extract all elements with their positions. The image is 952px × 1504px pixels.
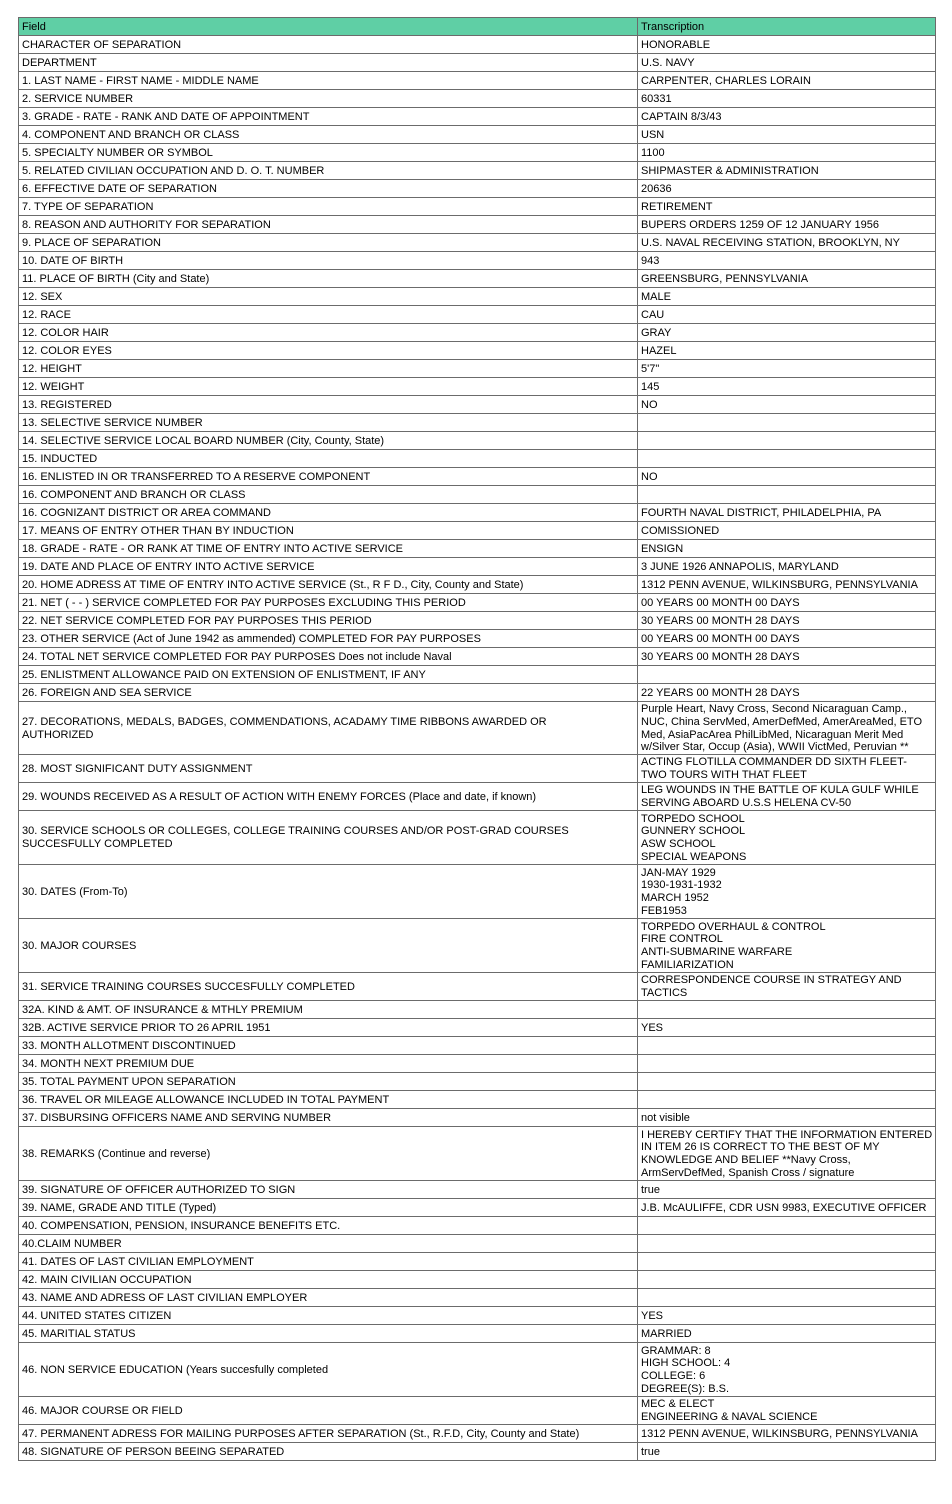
transcription-cell: CAPTAIN 8/3/43 [638, 108, 936, 126]
table-row [19, 342, 936, 360]
field-cell: 7. TYPE OF SEPARATION [19, 198, 638, 216]
field-cell: 35. TOTAL PAYMENT UPON SEPARATION [19, 1073, 638, 1091]
field-cell: 22. NET SERVICE COMPLETED FOR PAY PURPOSES THIS PERIOD [19, 612, 638, 630]
table-row [19, 630, 936, 648]
transcription-cell: CAU [638, 306, 936, 324]
table-row [19, 558, 936, 576]
table-row [19, 702, 936, 755]
table-row [19, 396, 936, 414]
table-row [19, 1325, 936, 1343]
transcription-cell [638, 1037, 936, 1055]
field-cell: 19. DATE AND PLACE OF ENTRY INTO ACTIVE SERVICE [19, 558, 638, 576]
field-cell: 32B. ACTIVE SERVICE PRIOR TO 26 APRIL 1951 [19, 1019, 638, 1037]
transcription-cell: GRAMMAR: 8 HIGH SCHOOL: 4 COLLEGE: 6 DEGREE(S): B.S. [638, 1343, 936, 1397]
transcription-cell: not visible [638, 1109, 936, 1127]
transcription-cell: 20636 [638, 180, 936, 198]
field-cell: 12. HEIGHT [19, 360, 638, 378]
field-cell: 36. TRAVEL OR MILEAGE ALLOWANCE INCLUDED IN TOTAL PAYMENT [19, 1091, 638, 1109]
field-cell: 12. RACE [19, 306, 638, 324]
field-cell: 29. WOUNDS RECEIVED AS A RESULT OF ACTION WITH ENEMY FORCES (Place and date, if known) [19, 783, 638, 811]
table-row [19, 973, 936, 1001]
field-cell: 5. SPECIALTY NUMBER OR SYMBOL [19, 144, 638, 162]
table-row [19, 1343, 936, 1397]
transcription-cell: true [638, 1443, 936, 1461]
field-cell: 9. PLACE OF SEPARATION [19, 234, 638, 252]
transcription-cell: GRAY [638, 324, 936, 342]
transcription-cell: YES [638, 1019, 936, 1037]
table-row [19, 270, 936, 288]
field-cell: 41. DATES OF LAST CIVILIAN EMPLOYMENT [19, 1253, 638, 1271]
field-cell: 40.CLAIM NUMBER [19, 1235, 638, 1253]
transcription-cell: U.S. NAVY [638, 54, 936, 72]
table-row [19, 432, 936, 450]
transcription-cell [638, 1289, 936, 1307]
transcription-cell: 00 YEARS 00 MONTH 00 DAYS [638, 630, 936, 648]
transcription-cell: Purple Heart, Navy Cross, Second Nicaraguan Camp., NUC, China ServMed, AmerDefMed, AmerAreaMed, ETO Med, AsiaPacArea PhilLibMed, Nicaraguan Merit Med w/Silver Star, Occup (Asia), WWII VictMed, Peruvian ** [638, 702, 936, 755]
table-row [19, 1037, 936, 1055]
field-cell: 14. SELECTIVE SERVICE LOCAL BOARD NUMBER (City, County, State) [19, 432, 638, 450]
transcription-cell: SHIPMASTER & ADMINISTRATION [638, 162, 936, 180]
transcription-cell [638, 414, 936, 432]
transcription-cell: 00 YEARS 00 MONTH 00 DAYS [638, 594, 936, 612]
field-cell: 46. MAJOR COURSE OR FIELD [19, 1397, 638, 1425]
table-row [19, 865, 936, 919]
transcription-cell: 5'7" [638, 360, 936, 378]
transcription-cell: HAZEL [638, 342, 936, 360]
field-cell: 16. COMPONENT AND BRANCH OR CLASS [19, 486, 638, 504]
transcription-cell: GREENSBURG, PENNSYLVANIA [638, 270, 936, 288]
transcription-cell: 1312 PENN AVENUE, WILKINSBURG, PENNSYLVANIA [638, 1425, 936, 1443]
field-cell: 24. TOTAL NET SERVICE COMPLETED FOR PAY PURPOSES Does not include Naval [19, 648, 638, 666]
field-cell: CHARACTER OF SEPARATION [19, 36, 638, 54]
transcription-cell [638, 1073, 936, 1091]
transcription-cell: JAN-MAY 1929 1930-1931-1932 MARCH 1952 FEB1953 [638, 865, 936, 919]
field-cell: 25. ENLISTMENT ALLOWANCE PAID ON EXTENSION OF ENLISTMENT, IF ANY [19, 666, 638, 684]
field-cell: 12. WEIGHT [19, 378, 638, 396]
transcription-cell [638, 1001, 936, 1019]
transcription-cell: RETIREMENT [638, 198, 936, 216]
table-row [19, 162, 936, 180]
transcription-cell: CORRESPONDENCE COURSE IN STRATEGY AND TACTICS [638, 973, 936, 1001]
table-row [19, 216, 936, 234]
transcription-cell: 943 [638, 252, 936, 270]
field-cell: 43. NAME AND ADRESS OF LAST CIVILIAN EMPLOYER [19, 1289, 638, 1307]
field-cell: 10. DATE OF BIRTH [19, 252, 638, 270]
transcription-cell [638, 1235, 936, 1253]
field-cell: 16. ENLISTED IN OR TRANSFERRED TO A RESERVE COMPONENT [19, 468, 638, 486]
table-row [19, 1425, 936, 1443]
table-row [19, 54, 936, 72]
field-cell: 11. PLACE OF BIRTH (City and State) [19, 270, 638, 288]
field-cell: 39. SIGNATURE OF OFFICER AUTHORIZED TO SIGN [19, 1181, 638, 1199]
table-row [19, 72, 936, 90]
transcription-cell [638, 432, 936, 450]
transcription-sheet [18, 17, 935, 1461]
transcription-table [18, 17, 936, 1461]
field-cell: 15. INDUCTED [19, 450, 638, 468]
transcription-cell: NO [638, 396, 936, 414]
transcription-cell: HONORABLE [638, 36, 936, 54]
field-cell: 30. SERVICE SCHOOLS OR COLLEGES, COLLEGE TRAINING COURSES AND/OR POST-GRAD COURSES SUCCESFULLY COMPLETED [19, 811, 638, 865]
table-row [19, 324, 936, 342]
transcription-cell [638, 486, 936, 504]
table-row [19, 811, 936, 865]
transcription-cell: ENSIGN [638, 540, 936, 558]
transcription-cell [638, 1055, 936, 1073]
table-row [19, 504, 936, 522]
field-cell: DEPARTMENT [19, 54, 638, 72]
field-cell: 38. REMARKS (Continue and reverse) [19, 1127, 638, 1181]
field-cell: 13. SELECTIVE SERVICE NUMBER [19, 414, 638, 432]
table-row [19, 378, 936, 396]
transcription-cell: I HEREBY CERTIFY THAT THE INFORMATION ENTERED IN ITEM 26 IS CORRECT TO THE BEST OF MY KNOWLEDGE AND BELIEF **Navy Cross, ArmServDefMed, Spanish Cross / signature [638, 1127, 936, 1181]
field-cell: 20. HOME ADRESS AT TIME OF ENTRY INTO ACTIVE SERVICE (St., R F D., City, County and State) [19, 576, 638, 594]
table-row [19, 755, 936, 783]
field-cell: 47. PERMANENT ADRESS FOR MAILING PURPOSES AFTER SEPARATION (St., R.F.D, City, County and State) [19, 1425, 638, 1443]
table-row [19, 36, 936, 54]
table-row [19, 1217, 936, 1235]
transcription-cell: J.B. McAULIFFE, CDR USN 9983, EXECUTIVE OFFICER [638, 1199, 936, 1217]
table-row [19, 1199, 936, 1217]
table-row [19, 360, 936, 378]
transcription-cell: ACTING FLOTILLA COMMANDER DD SIXTH FLEET- TWO TOURS WITH THAT FLEET [638, 755, 936, 783]
table-row [19, 450, 936, 468]
table-row [19, 684, 936, 702]
transcription-column-header: Transcription [638, 18, 936, 36]
field-cell: 21. NET ( - - ) SERVICE COMPLETED FOR PAY PURPOSES EXCLUDING THIS PERIOD [19, 594, 638, 612]
table-row [19, 1001, 936, 1019]
transcription-cell: 30 YEARS 00 MONTH 28 DAYS [638, 648, 936, 666]
transcription-cell: YES [638, 1307, 936, 1325]
header-row [19, 18, 936, 36]
table-row [19, 144, 936, 162]
table-row [19, 1235, 936, 1253]
field-cell: 1. LAST NAME - FIRST NAME - MIDDLE NAME [19, 72, 638, 90]
field-cell: 45. MARITIAL STATUS [19, 1325, 638, 1343]
table-row [19, 1443, 936, 1461]
table-row [19, 1307, 936, 1325]
table-row [19, 126, 936, 144]
table-row [19, 666, 936, 684]
table-row [19, 288, 936, 306]
table-row [19, 1289, 936, 1307]
field-cell: 33. MONTH ALLOTMENT DISCONTINUED [19, 1037, 638, 1055]
table-row [19, 486, 936, 504]
table-row [19, 1181, 936, 1199]
field-cell: 3. GRADE - RATE - RANK AND DATE OF APPOINTMENT [19, 108, 638, 126]
field-cell: 30. DATES (From-To) [19, 865, 638, 919]
transcription-cell: TORPEDO SCHOOL GUNNERY SCHOOL ASW SCHOOL SPECIAL WEAPONS [638, 811, 936, 865]
transcription-cell: NO [638, 468, 936, 486]
transcription-cell: MEC & ELECT ENGINEERING & NAVAL SCIENCE [638, 1397, 936, 1425]
field-cell: 40. COMPENSATION, PENSION, INSURANCE BENEFITS ETC. [19, 1217, 638, 1235]
transcription-cell [638, 1217, 936, 1235]
field-cell: 39. NAME, GRADE AND TITLE (Typed) [19, 1199, 638, 1217]
field-cell: 26. FOREIGN AND SEA SERVICE [19, 684, 638, 702]
transcription-cell [638, 1091, 936, 1109]
transcription-cell: U.S. NAVAL RECEIVING STATION, BROOKLYN, NY [638, 234, 936, 252]
table-row [19, 1127, 936, 1181]
table-row [19, 108, 936, 126]
table-row [19, 1091, 936, 1109]
transcription-cell: true [638, 1181, 936, 1199]
table-row [19, 252, 936, 270]
transcription-cell: FOURTH NAVAL DISTRICT, PHILADELPHIA, PA [638, 504, 936, 522]
table-row [19, 414, 936, 432]
transcription-cell: BUPERS ORDERS 1259 OF 12 JANUARY 1956 [638, 216, 936, 234]
field-cell: 46. NON SERVICE EDUCATION (Years succesfully completed [19, 1343, 638, 1397]
transcription-cell: MALE [638, 288, 936, 306]
field-cell: 12. COLOR EYES [19, 342, 638, 360]
field-cell: 28. MOST SIGNIFICANT DUTY ASSIGNMENT [19, 755, 638, 783]
field-cell: 12. SEX [19, 288, 638, 306]
field-cell: 30. MAJOR COURSES [19, 919, 638, 973]
table-row [19, 1271, 936, 1289]
table-header [19, 18, 936, 36]
transcription-cell: 3 JUNE 1926 ANNAPOLIS, MARYLAND [638, 558, 936, 576]
transcription-cell: 1100 [638, 144, 936, 162]
table-row [19, 306, 936, 324]
field-cell: 5. RELATED CIVILIAN OCCUPATION AND D. O. T. NUMBER [19, 162, 638, 180]
transcription-cell [638, 1253, 936, 1271]
field-cell: 42. MAIN CIVILIAN OCCUPATION [19, 1271, 638, 1289]
table-row [19, 576, 936, 594]
field-cell: 34. MONTH NEXT PREMIUM DUE [19, 1055, 638, 1073]
table-row [19, 1253, 936, 1271]
transcription-cell: COMISSIONED [638, 522, 936, 540]
table-row [19, 234, 936, 252]
table-body [19, 36, 936, 1461]
transcription-cell: TORPEDO OVERHAUL & CONTROL FIRE CONTROL ANTI-SUBMARINE WARFARE FAMILIARIZATION [638, 919, 936, 973]
field-column-header: Field [19, 18, 638, 36]
field-cell: 13. REGISTERED [19, 396, 638, 414]
table-row [19, 198, 936, 216]
field-cell: 12. COLOR HAIR [19, 324, 638, 342]
table-row [19, 612, 936, 630]
table-row [19, 1055, 936, 1073]
table-row [19, 1109, 936, 1127]
field-cell: 44. UNITED STATES CITIZEN [19, 1307, 638, 1325]
field-cell: 4. COMPONENT AND BRANCH OR CLASS [19, 126, 638, 144]
field-cell: 37. DISBURSING OFFICERS NAME AND SERVING NUMBER [19, 1109, 638, 1127]
table-row [19, 468, 936, 486]
field-cell: 23. OTHER SERVICE (Act of June 1942 as ammended) COMPLETED FOR PAY PURPOSES [19, 630, 638, 648]
table-row [19, 1397, 936, 1425]
table-row [19, 180, 936, 198]
field-cell: 6. EFFECTIVE DATE OF SEPARATION [19, 180, 638, 198]
field-cell: 32A. KIND & AMT. OF INSURANCE & MTHLY PREMIUM [19, 1001, 638, 1019]
table-row [19, 1019, 936, 1037]
table-row [19, 919, 936, 973]
field-cell: 31. SERVICE TRAINING COURSES SUCCESFULLY COMPLETED [19, 973, 638, 1001]
transcription-cell [638, 1271, 936, 1289]
field-cell: 2. SERVICE NUMBER [19, 90, 638, 108]
table-row [19, 783, 936, 811]
transcription-cell: MARRIED [638, 1325, 936, 1343]
transcription-cell: 60331 [638, 90, 936, 108]
transcription-cell: USN [638, 126, 936, 144]
table-row [19, 1073, 936, 1091]
transcription-cell: 1312 PENN AVENUE, WILKINSBURG, PENNSYLVANIA [638, 576, 936, 594]
field-cell: 17. MEANS OF ENTRY OTHER THAN BY INDUCTION [19, 522, 638, 540]
field-cell: 8. REASON AND AUTHORITY FOR SEPARATION [19, 216, 638, 234]
table-row [19, 540, 936, 558]
field-cell: 16. COGNIZANT DISTRICT OR AREA COMMAND [19, 504, 638, 522]
table-row [19, 648, 936, 666]
transcription-cell [638, 666, 936, 684]
transcription-cell: LEG WOUNDS IN THE BATTLE OF KULA GULF WHILE SERVING ABOARD U.S.S HELENA CV-50 [638, 783, 936, 811]
field-cell: 48. SIGNATURE OF PERSON BEEING SEPARATED [19, 1443, 638, 1461]
transcription-cell: CARPENTER, CHARLES LORAIN [638, 72, 936, 90]
table-row [19, 594, 936, 612]
table-row [19, 522, 936, 540]
field-cell: 27. DECORATIONS, MEDALS, BADGES, COMMENDATIONS, ACADAMY TIME RIBBONS AWARDED OR AUTHORIZED [19, 702, 638, 755]
field-cell: 18. GRADE - RATE - OR RANK AT TIME OF ENTRY INTO ACTIVE SERVICE [19, 540, 638, 558]
table-row [19, 90, 936, 108]
transcription-cell [638, 450, 936, 468]
transcription-cell: 145 [638, 378, 936, 396]
transcription-cell: 22 YEARS 00 MONTH 28 DAYS [638, 684, 936, 702]
transcription-cell: 30 YEARS 00 MONTH 28 DAYS [638, 612, 936, 630]
